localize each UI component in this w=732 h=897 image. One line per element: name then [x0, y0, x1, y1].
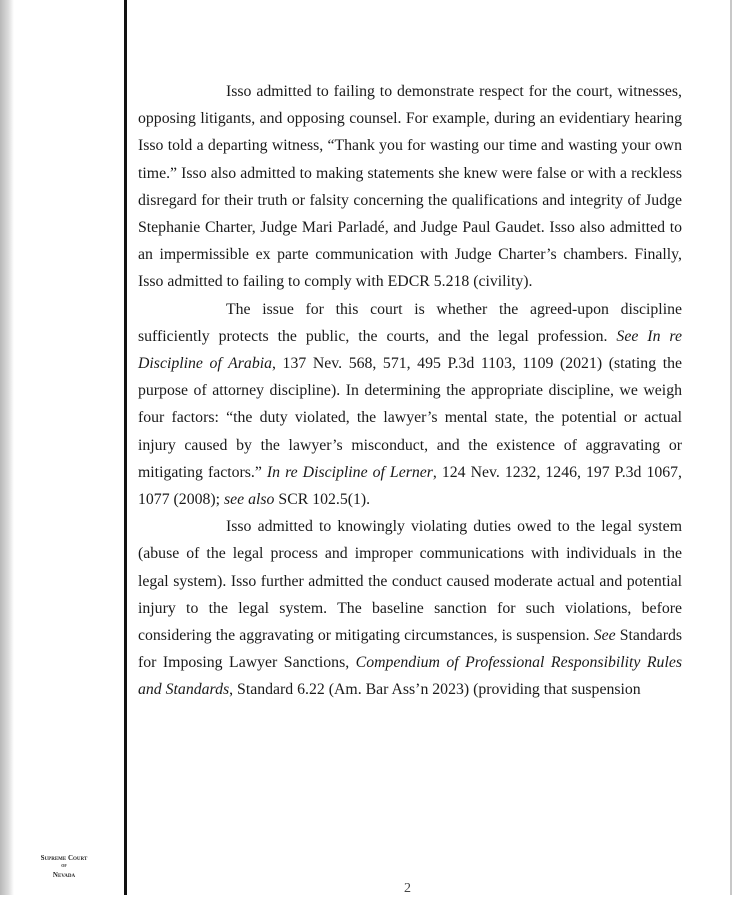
page-number: 2 [404, 881, 411, 896]
text-run: SCR 102.5(1). [274, 491, 371, 509]
text-run: The issue for this court is whether the agreed-upon discipline sufficiently protects the public, the courts, and the legal profession. [138, 300, 682, 345]
court-seal-line-3: Nevada [52, 871, 76, 879]
document-body [138, 78, 682, 704]
text-run: , 124 Nev. 1232, 1246, 197 P.3d 1067, 1077 (2008); [138, 463, 683, 509]
text-run: , Standard 6.22 (Am. Bar Ass’n 2023) (providing that suspension [229, 681, 641, 699]
paragraph-duties [138, 513, 682, 703]
court-seal-line-2: of [61, 864, 67, 869]
court-seal-line-1: Supreme Court [40, 854, 88, 862]
page-left-shadow [0, 0, 14, 895]
text-run: Isso admitted to knowingly violating duties owed to the legal system (abuse of the legal process and improper communications with individuals in the legal system). Isso further admitted the conduct caused moderate actual and potential injury to the legal system. The baseline sanction for such violations, before considering the aggravating or mitigating circumstances, is suspension. [138, 518, 682, 645]
text-run: , 137 Nev. 568, 571, 495 P.3d 1103, 1109 (2021) (stating the purpose of attorney discipline). In determining the appropriate discipline, we weigh four factors: “the duty violated, the lawyer’s mental state, the potential or actual injury caused by the lawyer’s misconduct, and the existence of aggravating or mitigating factors.” [138, 355, 682, 481]
court-seal [26, 853, 102, 880]
citation-italic-run: Compendium of Professional Responsibility Rules and Standards [138, 654, 682, 699]
left-margin-rule [124, 0, 127, 895]
paragraph-issue [138, 296, 682, 514]
citation-italic-run: See [593, 627, 616, 645]
citation-italic-run: see also [224, 491, 275, 509]
text-run: Standards for Imposing Lawyer Sanctions, [138, 627, 683, 672]
citation-italic-run: In re Discipline of Lerner [266, 463, 433, 481]
paragraph-respect [138, 78, 682, 296]
text-run: Isso admitted to failing to demonstrate respect for the court, witnesses, opposing litigants, and opposing counsel. For example, during an evidentiary hearing Isso told a departing witness, “Thank you for wasting our time and wasting your own time.” Isso also admitted to making statements she knew were false or with a reckless disregard for their truth or falsity concerning the qualifications and integrity of Judge Stephanie Charter, Judge Mari Parladé, and Judge Paul Gaudet. Isso also admitted to an impermissible ex parte communication with Judge Charter’s chambers. Finally, Isso admitted to failing to comply with EDCR 5.218 (civility). [138, 83, 682, 291]
citation-italic-run: See In re Discipline of Arabia [138, 327, 682, 373]
